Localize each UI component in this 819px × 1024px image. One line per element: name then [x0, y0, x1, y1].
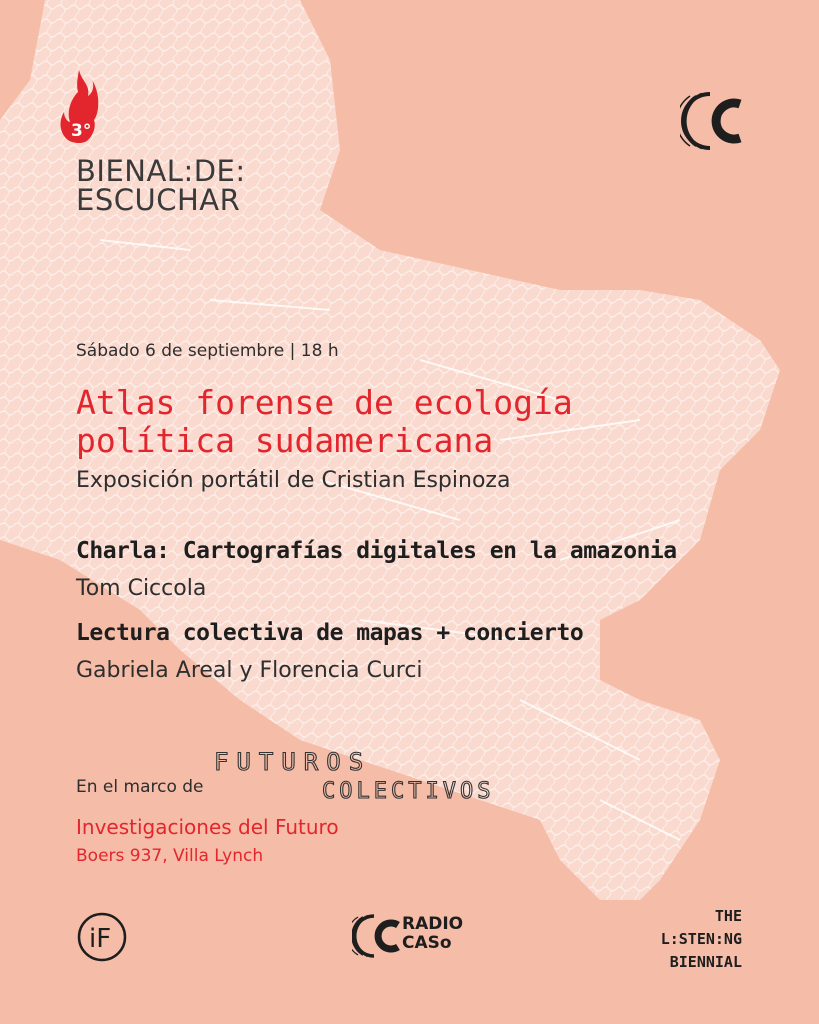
event-date: Sábado 6 de septiembre | 18 h [76, 341, 339, 361]
if-logo [76, 911, 128, 963]
flame-icon [58, 68, 100, 156]
event-title-line2: política sudamericana [76, 421, 494, 460]
radio-line1: RADIO [402, 914, 464, 934]
listening-waves-icon [680, 88, 746, 154]
tlb-line1: THE [714, 907, 742, 925]
venue-address: Boers 937, Villa Lynch [76, 846, 264, 866]
venue-name: Investigaciones del Futuro [76, 815, 339, 839]
radio-caso-logo [402, 915, 463, 953]
radio-line2: CASo [402, 933, 452, 953]
frame-label: En el marco de [76, 777, 204, 797]
listening-biennial-logo [636, 905, 742, 974]
talk-title: Lectura colectiva de mapas + concierto [76, 620, 584, 646]
talk-people: Tom Ciccola [76, 576, 207, 601]
if-label: iF [89, 924, 112, 954]
bienal-line2: ESCUCHAR [76, 183, 241, 217]
talk-title: Charla: Cartografías digitales en la amazonia [76, 538, 677, 564]
tlb-line3: BIENNIAL [669, 953, 742, 971]
radio-waves-icon [352, 913, 400, 959]
bienal-line1: BIENAL:DE: [76, 154, 246, 188]
tlb-line2: L:STEN:NG [660, 930, 742, 948]
bienal-wordmark [76, 154, 246, 217]
event-title-line1: Atlas forense de ecología [76, 383, 573, 422]
futuros-word: FUTUROS [214, 748, 372, 776]
colectivos-word: COLECTIVOS [322, 779, 495, 804]
talk-people: Gabriela Areal y Florencia Curci [76, 658, 423, 683]
event-title [76, 384, 573, 460]
futuros-colectivos-logo [212, 740, 542, 820]
edition-label: 3° [71, 121, 92, 141]
event-subtitle: Exposición portátil de Cristian Espinoza [76, 468, 511, 493]
